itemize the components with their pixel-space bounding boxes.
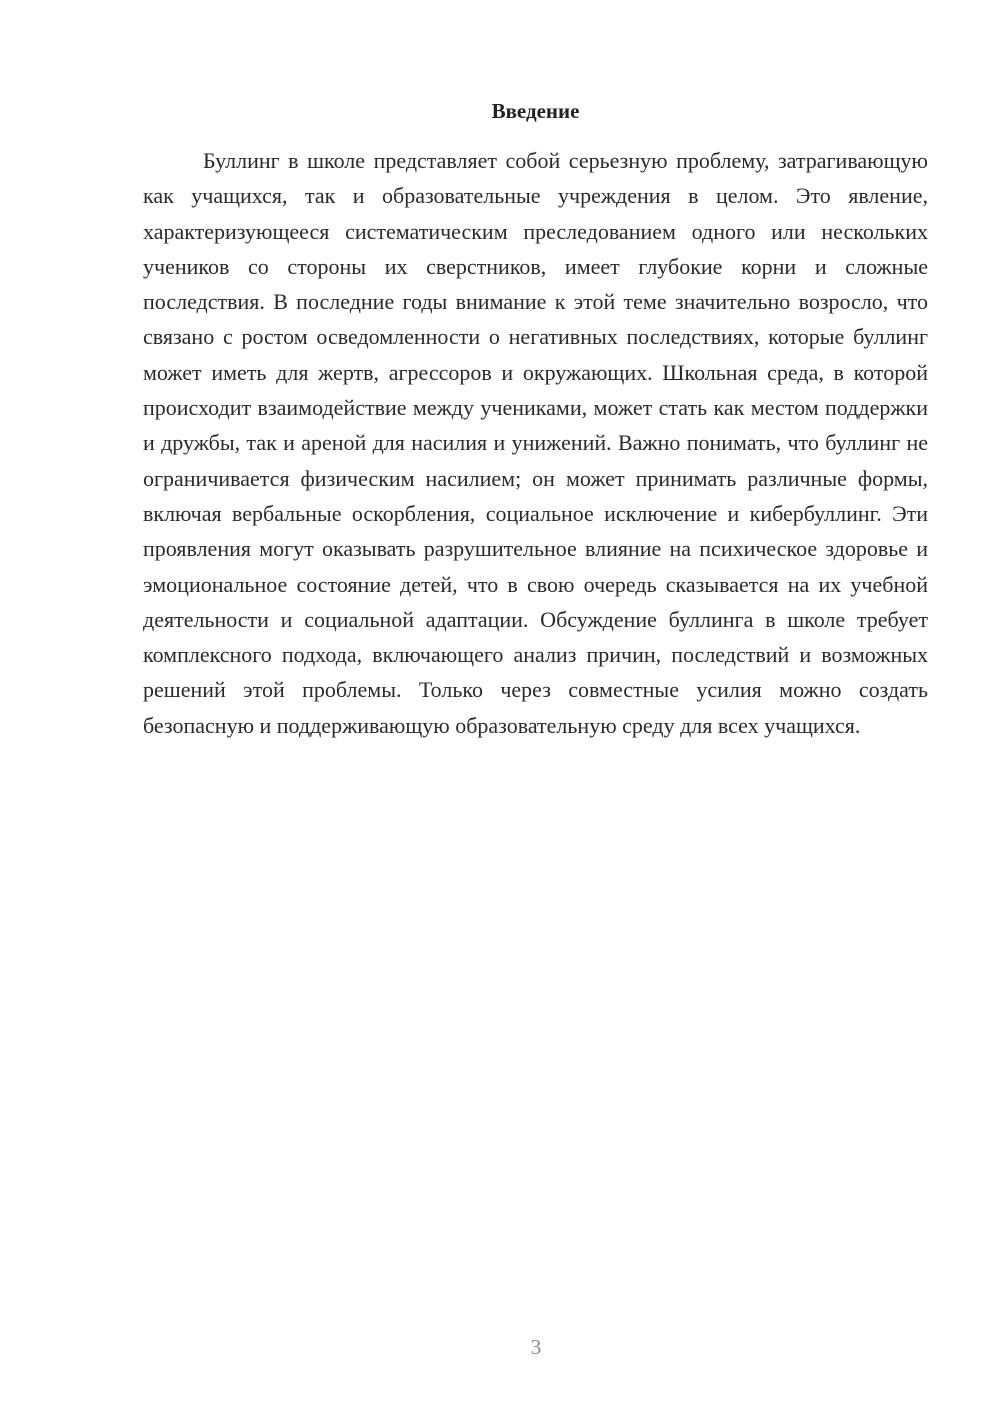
body-paragraph: Буллинг в школе представляет собой серьезную проблему, затрагивающую как учащихся, так и образовательные учреждения в целом. Это явление, характеризующееся систематическим преследованием одного или нескольких учеников со стороны их сверстников, имеет глубокие корни и сложные последствия. В последние годы внимание к этой теме значительно возросло, что связано с ростом осведомленности о негативных последствиях, которые буллинг может иметь для жертв, агрессоров и окружающих. Школьная среда, в которой происходит взаимодействие между учениками, может стать как местом поддержки и дружбы, так и ареной для насилия и унижений. Важно понимать, что буллинг не ограничивается физическим насилием; он может принимать различные формы, включая вербальные оскорбления, социальное исключение и кибербуллинг. Эти проявления могут оказывать разрушительное влияние на психическое здоровье и эмоциональное состояние детей, что в свою очередь сказывается на их учебной деятельности и социальной адаптации. Обсуждение буллинга в школе требует комплексного подхода, включающего анализ причин, последствий и возможных решений этой проблемы. Только через совместные усилия можно создать безопасную и поддерживающую образовательную среду для всех учащихся. bbox=[143, 148, 928, 738]
page-number: 3 bbox=[530, 1335, 542, 1359]
section-heading: Введение bbox=[491, 99, 580, 123]
